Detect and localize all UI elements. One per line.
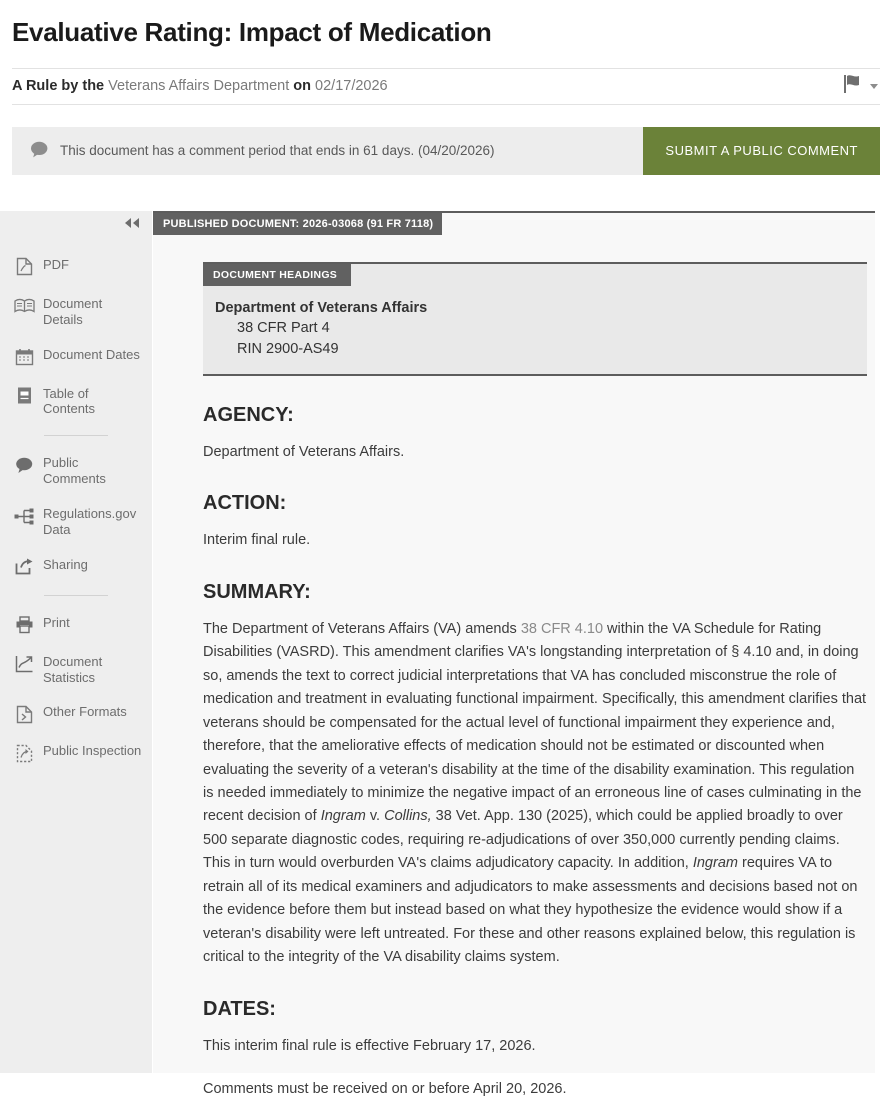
sidebar-item-sharing[interactable]	[0, 547, 152, 586]
sidebar-item-label: Public Inspection	[43, 743, 142, 759]
dates-body-2: Comments must be received on or before April 20, 2026.	[203, 1081, 567, 1098]
byline-date-link[interactable]: 02/17/2026	[315, 78, 388, 95]
case-name-ingram-2: Ingram	[692, 855, 738, 872]
dates-section	[203, 998, 867, 1102]
dates-body-1: This interim final rule is effective February 17, 2026.	[203, 1037, 536, 1054]
comment-period-message: This document has a comment period that ends in 61 days. (04/20/2026)	[60, 143, 495, 159]
document-sidebar	[0, 211, 152, 1073]
headings-cfr: 38 CFR Part 4	[237, 320, 330, 337]
byline-connector: on	[293, 78, 311, 95]
agency-section	[203, 404, 867, 464]
headings-agency: Department of Veterans Affairs	[215, 299, 428, 316]
dates-heading: DATES:	[203, 997, 276, 1020]
agency-heading: AGENCY:	[203, 403, 294, 426]
chart-line-icon	[14, 654, 34, 674]
sidebar-item-public-inspection[interactable]	[0, 733, 152, 772]
file-chevron-icon	[14, 704, 34, 724]
action-heading: ACTION:	[203, 492, 287, 515]
case-name-ingram: Ingram	[320, 808, 366, 825]
chevron-down-icon[interactable]	[870, 84, 878, 89]
sidebar-item-document-dates[interactable]	[0, 337, 152, 376]
share-nodes-icon	[14, 506, 34, 526]
sidebar-item-label: Public Comments	[43, 455, 106, 487]
sidebar-item-label: Document Details	[43, 295, 103, 327]
sidebar-item-label: Document Dates	[43, 346, 140, 362]
sidebar-item-label: Other Formats	[43, 704, 127, 720]
published-document-tab: PUBLISHED DOCUMENT: 2026-03068 (91 FR 7118)	[153, 213, 442, 235]
summary-section	[203, 581, 867, 970]
sidebar-item-label: Document Statistics	[43, 653, 103, 685]
action-section	[203, 492, 867, 552]
cfr-link[interactable]: 38 CFR 4.10	[520, 620, 604, 637]
summary-part-3: v.	[365, 808, 385, 825]
calendar-icon	[14, 347, 34, 367]
case-name-collins: Collins,	[384, 808, 432, 825]
summary-part-4: 38 Vet. App. 130 (2025), which could be applied broadly to over 500 separate diagnostic codes, requiring re-adjudications of over 350,000 currently pending claims. This in turn would overburden VA's claims adjudicatory capacity. In addition,	[203, 808, 843, 872]
document-headings-box	[203, 262, 867, 376]
sidebar-item-label: PDF	[43, 256, 69, 272]
submit-public-comment-button[interactable]: SUBMIT A PUBLIC COMMENT	[643, 127, 880, 175]
summary-body	[203, 618, 867, 970]
sidebar-item-label: Regulations.gov Data	[43, 506, 137, 537]
byline-prefix: A Rule by the	[12, 78, 105, 95]
sidebar-item-label: Sharing	[43, 556, 88, 572]
document-column	[152, 211, 892, 1098]
printer-icon	[14, 615, 34, 635]
sidebar-item-label: Print	[43, 614, 70, 630]
action-body: Interim final rule.	[203, 532, 311, 549]
comment-bubble-icon	[14, 455, 34, 475]
double-chevron-left-icon	[122, 217, 144, 229]
book-open-icon	[14, 296, 34, 316]
page-title: Evaluative Rating: Impact of Medication	[12, 17, 492, 47]
body-wrapper	[0, 211, 892, 1098]
headings-rin: RIN 2900-AS49	[237, 341, 339, 358]
sidebar-separator	[44, 435, 108, 436]
summary-heading: SUMMARY:	[203, 580, 311, 603]
share-export-icon	[14, 557, 34, 577]
document-headings-body	[203, 286, 867, 360]
sidebar-item-label: Table of Contents	[43, 385, 96, 417]
pdf-file-icon	[14, 257, 34, 277]
agency-body: Department of Veterans Affairs.	[203, 443, 405, 460]
sidebar-item-regulations-gov-data[interactable]	[0, 496, 152, 547]
document-headings-tab: DOCUMENT HEADINGS	[203, 264, 351, 286]
sidebar-item-table-of-contents[interactable]	[0, 376, 152, 427]
flag-icon[interactable]	[841, 73, 865, 99]
page-header	[0, 18, 892, 105]
byline-row	[12, 68, 880, 105]
sidebar-item-document-details[interactable]	[0, 286, 152, 337]
sidebar-separator	[44, 595, 108, 596]
byline	[12, 78, 388, 94]
sidebar-item-print[interactable]	[0, 605, 152, 644]
sidebar-collapse-button[interactable]	[122, 217, 144, 231]
flag-menu[interactable]	[841, 73, 880, 99]
summary-part-2: within the VA Schedule for Rating Disabilities (VASRD). This amendment clarifies VA's longstanding interpretation of § 4.10 and, in doing so, amends the text to correct judicial interpretations that VA has concluded misconstrue the role of medication and treatment in evaluating functional impairment. Specifically, this amendment clarifies that veterans should be compensated for the actual level of functional impairment they experience and, therefore, that the ameliorative effects of medication should not be estimated or discounted when evaluating the severity of a veteran's disability at the time of the disability examination. This regulation is needed immediately to minimize the negative impact of an erroneous line of cases culminating in the recent decision of	[203, 620, 867, 825]
sidebar-item-other-formats[interactable]	[0, 694, 152, 733]
summary-part-5: requires VA to retrain all of its medical examiners and adjudicators to make assessments and decisions based not on the evidence before them but instead based on what they hypothesize the evidence would show if a veteran's disability were left untreated. For these and other reasons explained below, this regulation is critical to the integrity of the VA disability claims system.	[203, 855, 858, 966]
byline-agency-link[interactable]: Veterans Affairs Department	[108, 78, 290, 95]
toc-book-icon	[14, 386, 34, 406]
document-panel	[153, 211, 875, 1098]
sidebar-item-document-statistics[interactable]	[0, 644, 152, 695]
file-dashed-icon	[14, 743, 34, 763]
comment-period-bar	[12, 127, 880, 175]
comment-bubble-icon	[30, 141, 49, 161]
sidebar-item-pdf[interactable]	[0, 247, 152, 286]
summary-part-1: The Department of Veterans Affairs (VA) amends	[203, 620, 521, 637]
comment-period-message-wrap	[12, 127, 643, 175]
sidebar-item-public-comments[interactable]	[0, 445, 152, 496]
